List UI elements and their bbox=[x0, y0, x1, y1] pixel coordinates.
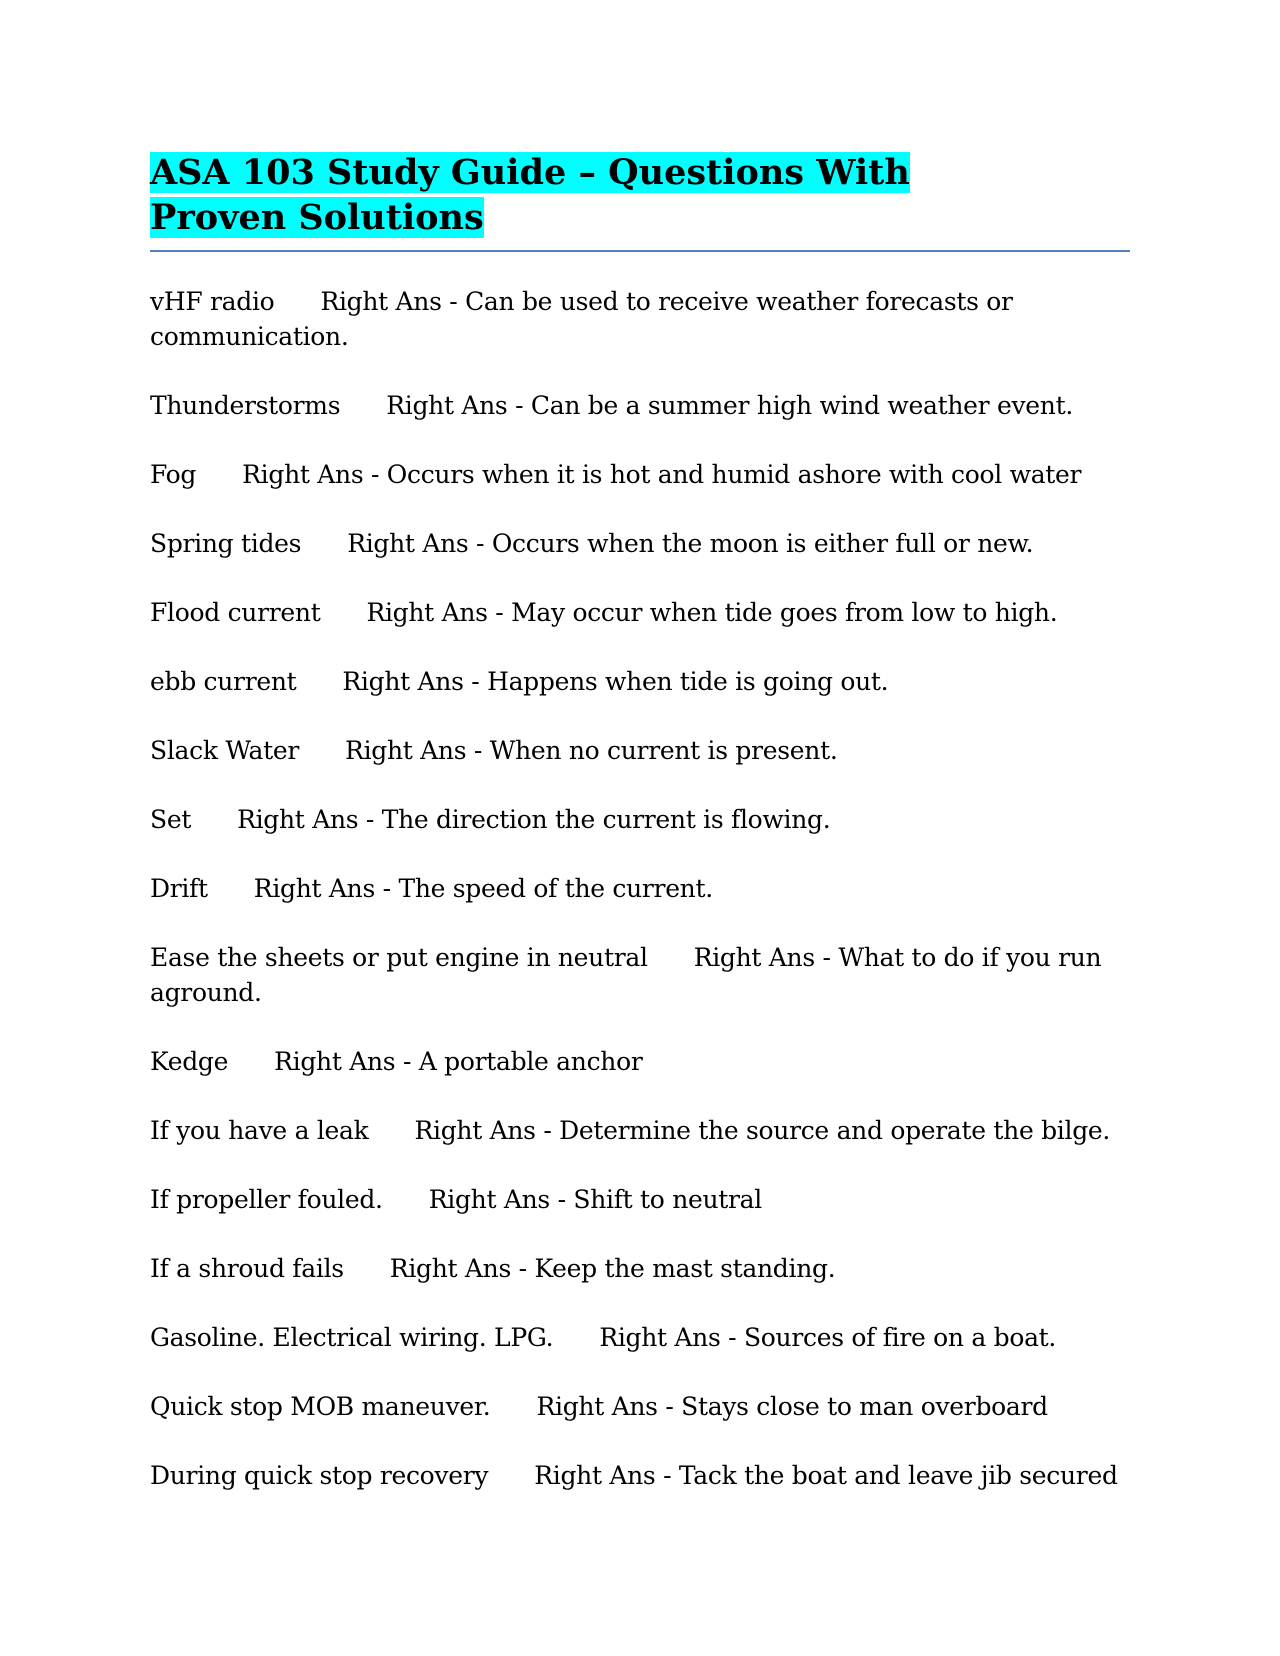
qa-answer-prefix: Right Ans - bbox=[253, 874, 399, 903]
qa-answer-prefix: Right Ans - bbox=[274, 1047, 419, 1076]
qa-term: Slack Water bbox=[150, 736, 300, 765]
qa-term: Fog bbox=[150, 460, 197, 489]
qa-item bbox=[150, 1251, 1130, 1286]
qa-answer-prefix: Right Ans - bbox=[345, 736, 490, 765]
qa-item bbox=[150, 733, 1130, 768]
document-page bbox=[150, 150, 1130, 1527]
qa-term: Thunderstorms bbox=[150, 391, 341, 420]
qa-term: Drift bbox=[150, 874, 208, 903]
qa-item bbox=[150, 871, 1130, 906]
qa-term: Gasoline. Electrical wiring. LPG. bbox=[150, 1323, 554, 1352]
qa-term: Set bbox=[150, 805, 192, 834]
qa-answer: Can be a summer high wind weather event. bbox=[530, 391, 1073, 420]
qa-answer: Happens when tide is going out. bbox=[487, 667, 889, 696]
qa-term: If propeller fouled. bbox=[150, 1185, 383, 1214]
qa-item bbox=[150, 1182, 1130, 1217]
qa-term: Kedge bbox=[150, 1047, 229, 1076]
qa-term: vHF radio bbox=[150, 287, 275, 316]
qa-answer: When no current is present. bbox=[489, 736, 838, 765]
qa-item bbox=[150, 802, 1130, 837]
qa-answer: Tack the boat and leave jib secured bbox=[678, 1461, 1118, 1490]
qa-answer: Stays close to man overboard bbox=[681, 1392, 1048, 1421]
qa-item bbox=[150, 664, 1130, 699]
qa-item bbox=[150, 940, 1130, 1010]
qa-answer-prefix: Right Ans - bbox=[536, 1392, 682, 1421]
qa-answer: Sources of fire on a boat. bbox=[743, 1323, 1057, 1352]
qa-answer: Occurs when the moon is either full or new. bbox=[491, 529, 1034, 558]
question-answer-list bbox=[150, 284, 1130, 1493]
qa-item bbox=[150, 457, 1130, 492]
qa-term: If a shroud fails bbox=[150, 1254, 344, 1283]
qa-answer: Determine the source and operate the bilge. bbox=[559, 1116, 1111, 1145]
document-title bbox=[150, 150, 980, 240]
qa-term: ebb current bbox=[150, 667, 297, 696]
qa-answer: May occur when tide goes from low to high. bbox=[511, 598, 1058, 627]
qa-item bbox=[150, 388, 1130, 423]
qa-item bbox=[150, 284, 1130, 354]
qa-answer-prefix: Right Ans - bbox=[428, 1185, 574, 1214]
document-title-text: ASA 103 Study Guide – Questions With Proven Solutions bbox=[150, 152, 910, 238]
qa-answer-prefix: Right Ans - bbox=[414, 1116, 560, 1145]
qa-item bbox=[150, 1113, 1130, 1148]
qa-answer-prefix: Right Ans - bbox=[386, 391, 531, 420]
qa-answer: Keep the mast standing. bbox=[534, 1254, 836, 1283]
qa-answer: The speed of the current. bbox=[398, 874, 713, 903]
qa-item bbox=[150, 526, 1130, 561]
qa-answer-prefix: Right Ans - bbox=[389, 1254, 535, 1283]
qa-item bbox=[150, 1389, 1130, 1424]
qa-item bbox=[150, 1044, 1130, 1079]
qa-term: Spring tides bbox=[150, 529, 302, 558]
qa-answer-prefix: Right Ans - bbox=[534, 1461, 679, 1490]
qa-answer-prefix: Right Ans - bbox=[347, 529, 492, 558]
qa-answer: Shift to neutral bbox=[573, 1185, 762, 1214]
qa-item bbox=[150, 1320, 1130, 1355]
qa-term: During quick stop recovery bbox=[150, 1461, 489, 1490]
qa-answer: Can be used to receive weather forecasts or communication. bbox=[150, 287, 1013, 351]
qa-term: Quick stop MOB maneuver. bbox=[150, 1392, 491, 1421]
qa-term: Flood current bbox=[150, 598, 321, 627]
qa-answer-prefix: Right Ans - bbox=[366, 598, 512, 627]
qa-answer-prefix: Right Ans - bbox=[320, 287, 466, 316]
qa-answer: Occurs when it is hot and humid ashore with cool water bbox=[386, 460, 1082, 489]
qa-item bbox=[150, 1458, 1130, 1493]
qa-item bbox=[150, 595, 1130, 630]
qa-answer: What to do if you run aground. bbox=[150, 943, 1102, 1007]
qa-answer-prefix: Right Ans - bbox=[242, 460, 387, 489]
qa-answer: The direction the current is flowing. bbox=[381, 805, 831, 834]
qa-answer-prefix: Right Ans - bbox=[342, 667, 488, 696]
qa-answer-prefix: Right Ans - bbox=[599, 1323, 744, 1352]
qa-term: Ease the sheets or put engine in neutral bbox=[150, 943, 648, 972]
qa-answer-prefix: Right Ans - bbox=[693, 943, 839, 972]
qa-answer: A portable anchor bbox=[418, 1047, 643, 1076]
qa-answer-prefix: Right Ans - bbox=[237, 805, 382, 834]
title-underline-rule bbox=[150, 250, 1130, 252]
qa-term: If you have a leak bbox=[150, 1116, 369, 1145]
